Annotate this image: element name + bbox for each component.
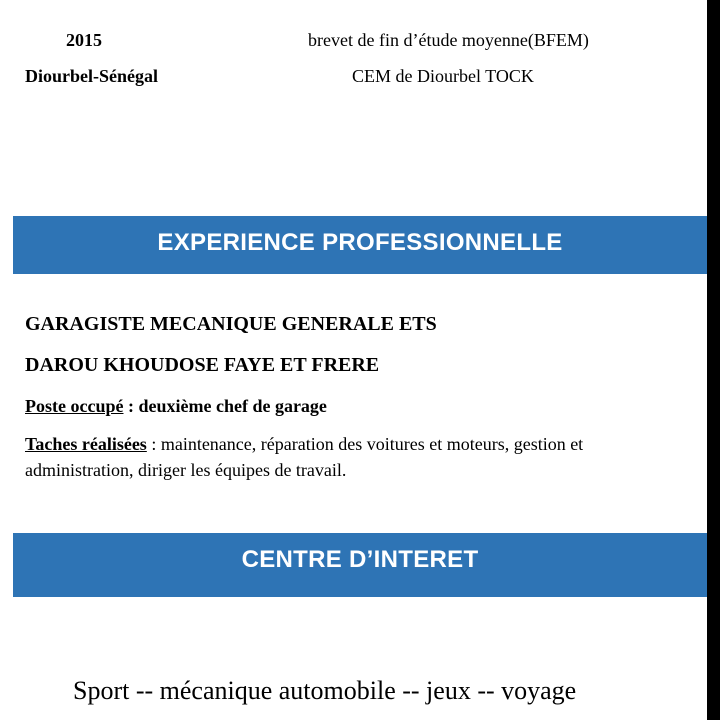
education-diploma: brevet de fin d’étude moyenne(BFEM) (308, 30, 589, 50)
position-line (25, 396, 327, 417)
company-name-line2: DAROU KHOUDOSE FAYE ET FRERE (25, 354, 380, 376)
experience-section-title: EXPERIENCE PROFESSIONNELLE (157, 229, 563, 256)
interests-section-band (13, 533, 707, 597)
tasks-value: : maintenance, réparation des voitures et moteurs, gestion et administration, diriger les équipes de travail. (25, 434, 584, 480)
education-year: 2015 (66, 30, 102, 50)
interests-section-title: CENTRE D’INTERET (241, 546, 479, 573)
interests-list: Sport -- mécanique automobile -- jeux -- voyage (73, 676, 577, 705)
company-name-line1: GARAGISTE MECANIQUE GENERALE ETS (25, 313, 437, 335)
education-school: CEM de Diourbel TOCK (352, 66, 534, 86)
tasks-label: Taches réalisées (25, 434, 147, 454)
position-label: Poste occupé (25, 396, 124, 416)
education-location: Diourbel-Sénégal (25, 66, 158, 86)
right-edge-shadow (707, 0, 720, 720)
experience-section-band (13, 216, 707, 274)
tasks-paragraph (25, 431, 695, 483)
position-value: : deuxième chef de garage (123, 396, 327, 416)
